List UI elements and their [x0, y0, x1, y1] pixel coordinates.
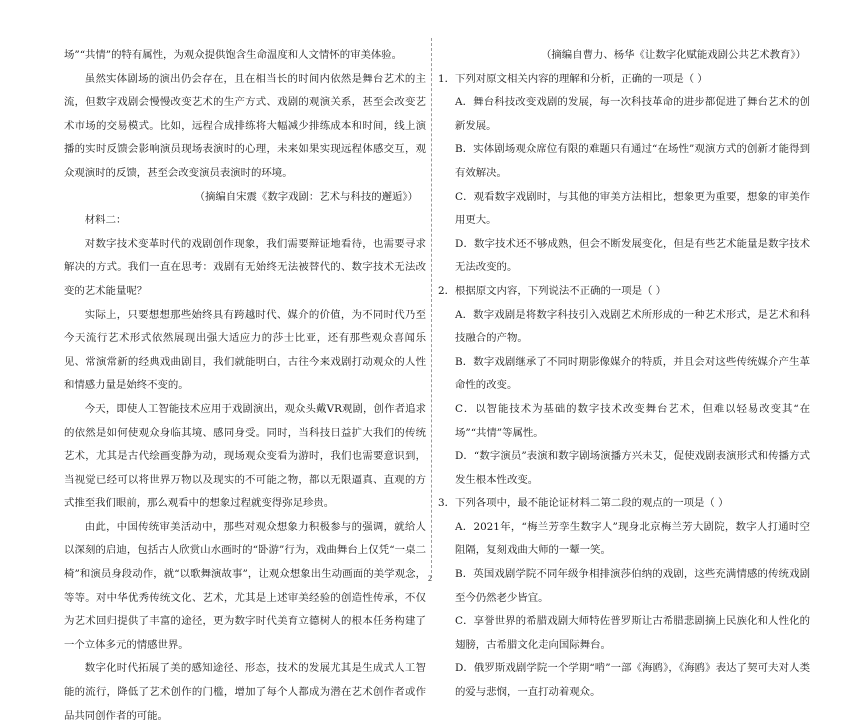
option-d: D．“数字演员”表演和数字剧场演播方兴未艾，促使戏剧表演形式和传播方式发生根本性改变。	[455, 450, 810, 486]
paragraph: 今天，即使人工智能技术应用于戏剧演出，观众头戴VR观剧，创作者追求的依然是如何使观众身临其境、感同身受。同时，当科技日益扩大我们的传统艺术，尤其是古代绘画变静为动，现场观众变看为游时，我们也需要意识到，当视觉已经可以将世界万物以及现实的不可能之物，都以无限逼真、直观的方式推至我们眼前，那么观看中的想象过程就变得弥足珍贵。	[64, 402, 426, 510]
option-b: B．实体剧场观众席位有限的难题只有通过“在场性”观演方式的创新才能得到有效解决。	[455, 143, 810, 179]
option-a: A．2021年，“梅兰芳孪生数字人”现身北京梅兰芳大剧院，数字人打通时空阻隔，复刻戏曲大师的一颦一笑。	[455, 520, 810, 557]
column-divider	[431, 38, 432, 578]
question-stem: 3．下列各项中，最不能论证材料二第二段的观点的一项是（ ）	[438, 497, 729, 510]
option-d: D．数字技术还不够成熟，但会不断发展变化，但是有些艺术能量是数字技术无法改变的。	[455, 237, 810, 274]
paragraph: 实际上，只要想想那些始终具有跨越时代、媒介的价值，为不同时代乃至今天流行艺术形式依然展现出强大适应力的莎士比亚，还有那些观众喜闻乐见、常演常新的经典戏曲剧目，我们就能明白，古往今来戏剧打动观众的人性和情感力量是始终不变的。	[64, 308, 426, 392]
paragraph: 虽然实体剧场的演出仍会存在，且在相当长的时间内依然是舞台艺术的主流，但数字戏剧会慢慢改变艺术的生产方式、戏剧的观演关系，甚至会改变艺术市场的交易模式。比如，远程合成排练将大幅减少排练成本和时间，线上演播的实时反馈会影响演员现场表演时的心理，未来如果实现远程体感交互，观众观演时的反馈，甚至会改变演员表演时的环境。	[64, 72, 426, 179]
section-heading: 材料二：	[84, 214, 127, 227]
option-b: B．英国戏剧学院不同年级争相排演莎伯纳的戏剧，这些充满情感的传统戏剧至今仍然老少皆宜。	[455, 568, 810, 604]
right-column	[438, 44, 810, 705]
source-citation: （摘编自曹力、杨华《让数字化赋能戏剧公共艺术教育》）	[541, 49, 806, 61]
option-d: D．俄罗斯戏剧学院一个学期“啃”一部《海鸥》，《海鸥》表达了契可夫对人类的爱与悲悯，一直打动着观众。	[455, 662, 810, 699]
option-a: A．数字戏剧是将数字科技引入戏剧艺术所形成的一种艺术形式，是艺术和科技融合的产物。	[455, 308, 810, 345]
option-c: C．观看数字戏剧时，与其他的审美方法相比，想象更为重要，想象的审美作用更大。	[455, 190, 810, 227]
page-number: 2	[428, 574, 432, 583]
paragraph: 对数字技术变革时代的戏剧创作现象，我们需要辩证地看待，也需要寻求解决的方式。我们一直在思考：戏剧有无始终无法被替代的、数字技术无法改变的艺术能量呢？	[64, 237, 426, 297]
option-c: C．享誉世界的希腊戏剧大师特佐普罗斯让古希腊悲剧摘上民族化和人性化的翅膀，古希腊文化走向国际舞台。	[455, 615, 810, 651]
paragraph: 数字化时代拓展了美的感知途径、形态，技术的发展尤其是生成式人工智能的流行，降低了艺术创作的门槛，增加了每个人都成为潜在艺术创作者或作品共同创作者的可能。	[64, 662, 426, 722]
option-a: A．舞台科技改变戏剧的发展，每一次科技革命的进步都促进了舞台艺术的创新发展。	[455, 96, 810, 132]
paragraph: 由此，中国传统审美活动中，那些对观众想象力积极参与的强调，就给人以深刻的启迪，包括古人欣赏山水画时的“卧游”行为，戏曲舞台上仅凭“一桌二椅”和演员身段动作，就“以歌舞演故事”，让观众想象出生动画面的美学观念，等等。对中华优秀传统文化、艺术，尤其是上述审美经验的创造性传承，不仅为艺术回归提供了丰富的途径，更为数字时代美育立德树人的根本任务构建了一个立体多元的情感世界。	[64, 520, 426, 651]
option-b: B．数字戏剧继承了不同时期影像媒介的特质，并且会对这些传统媒介产生革命性的改变。	[455, 355, 810, 392]
left-column	[64, 44, 426, 728]
paragraph: 场”“共情”的特有属性，为观众提供饱含生命温度和人文情怀的审美体验。	[64, 49, 403, 61]
question-stem: 1．下列对原文相关内容的理解和分析，正确的一项是（ ）	[438, 72, 708, 85]
source-citation: （摘编自宋震《数字戏剧：艺术与科技的邂逅》）	[194, 190, 418, 203]
option-c: C．以智能技术为基础的数字技术改变舞台艺术，但难以轻易改变其“在场”“共情”等属性。	[455, 402, 810, 439]
question-stem: 2．根据原文内容，下列说法不正确的一项是（ ）	[438, 284, 667, 297]
